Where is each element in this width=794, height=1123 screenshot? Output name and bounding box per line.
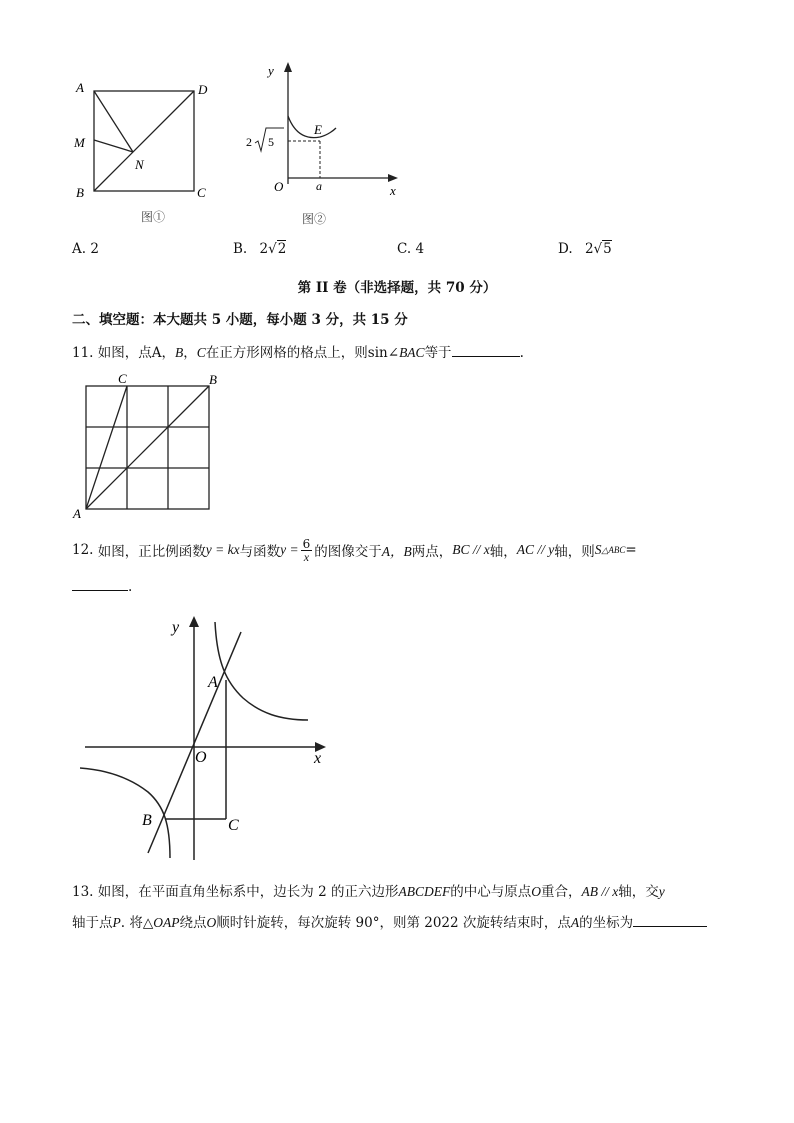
q13-number: 13. (72, 884, 94, 900)
q12-eq2: y = (280, 542, 299, 557)
label-d: D (198, 82, 208, 97)
q12-label-y: y (172, 619, 180, 636)
q13-line1-c: 重合， (540, 884, 582, 900)
fill-in-heading: 二、填空题：本大题共 5 小题，每小题 3 分，共 15 分 (72, 312, 408, 328)
figure-2-graph (240, 58, 410, 233)
choice-d[interactable] (558, 241, 612, 257)
q13-line1-d: 轴，交 (618, 884, 659, 900)
q12-label-c: C (228, 817, 239, 834)
label-n: N (135, 157, 144, 172)
label-m: M (74, 135, 85, 150)
x-axis-arrow (388, 174, 398, 182)
curve (288, 116, 336, 138)
section-2-title: 第 II 卷（非选择题，共 70 分） (297, 280, 497, 296)
q12-end: . (128, 579, 133, 595)
choice-d-radicand: 5 (603, 241, 612, 257)
q13-point-p: P (112, 915, 121, 930)
q12-text-a: 如图，正比例函数 (97, 544, 206, 560)
q12-label-a: A (208, 674, 218, 691)
choice-a-value: 2 (90, 241, 99, 257)
q11-answer-blank[interactable] (452, 344, 520, 357)
q13-line2-a: 轴于点 (72, 915, 113, 931)
label-b: B (76, 185, 84, 200)
q12-area-s: S (594, 542, 602, 557)
q13-line2-b: . 将△ (120, 915, 154, 931)
label-y: y (268, 63, 274, 78)
q11-end: . (519, 345, 524, 361)
q11-number: 11. (72, 345, 94, 361)
q12-label-b: B (142, 812, 152, 829)
q13-line1-b: 的中心与原点 (450, 884, 532, 900)
diagonal-bd (94, 91, 194, 191)
q12-number: 12. (72, 542, 94, 558)
q12-function-graph (80, 610, 340, 868)
q11-point-b: B (175, 345, 184, 360)
y-axis-arrow (284, 62, 292, 72)
q13-y: y (658, 884, 665, 899)
q12-text-b: 与函数 (239, 544, 281, 560)
question-11 (72, 341, 524, 361)
q13-origin: O (531, 884, 541, 899)
question-12 (72, 535, 637, 565)
q13-line1-a: 如图，在平面直角坐标系中，边长为 2 的正六边形 (97, 884, 399, 900)
q12-numerator: 6 (302, 536, 311, 551)
choice-a-label: A. (72, 241, 87, 257)
q11-angle: BAC (399, 345, 425, 360)
q11-point-c: C (196, 345, 206, 360)
q11-text-b: 在正方形网格的格点上，则 (205, 345, 368, 361)
q12-text-e: 轴， (489, 544, 517, 560)
label-a-tick: a (316, 179, 322, 193)
q13-origin-2: O (206, 915, 217, 930)
q11-sep2: ， (183, 345, 197, 361)
q12-text-c: 的图像交于 (314, 544, 382, 560)
q11-sep1: ， (161, 345, 176, 361)
q11-grid-figure (70, 370, 230, 522)
choice-c-label: C. (397, 241, 412, 257)
q12-y-arrow (189, 616, 199, 627)
choice-b-label: B. (233, 241, 248, 257)
q11-text-c: 等于 (424, 345, 452, 361)
choice-b[interactable] (233, 241, 286, 257)
grid-label-c: C (118, 371, 127, 386)
hyperbola-q1 (215, 622, 308, 720)
q12-points: A，B (381, 544, 412, 559)
choice-b-radical: √ (268, 241, 277, 257)
label-two: 2 (246, 135, 252, 149)
q13-point-a: A (570, 915, 580, 930)
choice-d-radical: √ (593, 241, 603, 257)
q12-text-d: 两点， (411, 544, 453, 560)
choice-b-radicand: 2 (277, 241, 287, 257)
q11-text-a: 如图，点 (97, 345, 152, 361)
question-13-line-2 (72, 911, 707, 931)
label-o: O (274, 179, 284, 194)
q12-bc-parallel: BC // x (452, 542, 490, 557)
label-five: 5 (268, 135, 274, 149)
grid-label-b: B (209, 372, 217, 387)
segment-ac (86, 386, 127, 509)
grid-label-a: A (73, 506, 81, 521)
question-13-line-1 (72, 880, 665, 900)
q11-point-a: A (151, 345, 162, 361)
q12-denominator: x (303, 549, 310, 564)
q13-triangle: OAP (153, 915, 180, 930)
choice-a[interactable] (72, 241, 99, 257)
label-e: E (314, 122, 322, 137)
q12-eqsign: = (625, 542, 637, 558)
q12-label-o: O (195, 749, 207, 766)
q13-line2-d: 顺时针旋转，每次旋转 90°，则第 2022 次旋转结束时，点 (216, 915, 571, 931)
segment-ab (86, 386, 209, 509)
choice-c-value: 4 (415, 241, 425, 257)
q12-answer-blank[interactable] (72, 578, 128, 591)
segment-an (94, 91, 133, 152)
choice-d-coef: 2 (584, 241, 594, 257)
q12-text-f: 轴，则 (554, 544, 595, 560)
q12-label-x: x (314, 750, 322, 767)
choice-c[interactable] (397, 241, 424, 257)
q13-answer-blank[interactable] (633, 914, 707, 927)
q12-area-sub: △ABC (601, 544, 626, 555)
q12-ac-parallel: AC // y (516, 542, 555, 557)
figure-2-caption: 图② (302, 212, 327, 226)
figure-1-square (60, 70, 230, 235)
q13-hexagon: ABCDEF (398, 884, 451, 899)
q12-eq1: y = kx (205, 542, 240, 557)
label-x: x (390, 183, 396, 198)
q12-fraction (301, 538, 313, 563)
q11-sin: sin∠ (367, 345, 400, 361)
q13-ab-parallel: AB // x (581, 884, 619, 899)
label-c: C (197, 185, 206, 200)
choice-b-coef: 2 (259, 241, 269, 257)
label-a: A (76, 80, 84, 95)
q13-line2-e: 的坐标为 (579, 915, 634, 931)
q12-answer-line (72, 578, 132, 595)
choice-d-label: D. (558, 241, 573, 257)
figure-1-caption: 图① (141, 210, 166, 224)
hyperbola-q3 (80, 768, 170, 858)
q13-line2-c: 绕点 (179, 915, 207, 931)
